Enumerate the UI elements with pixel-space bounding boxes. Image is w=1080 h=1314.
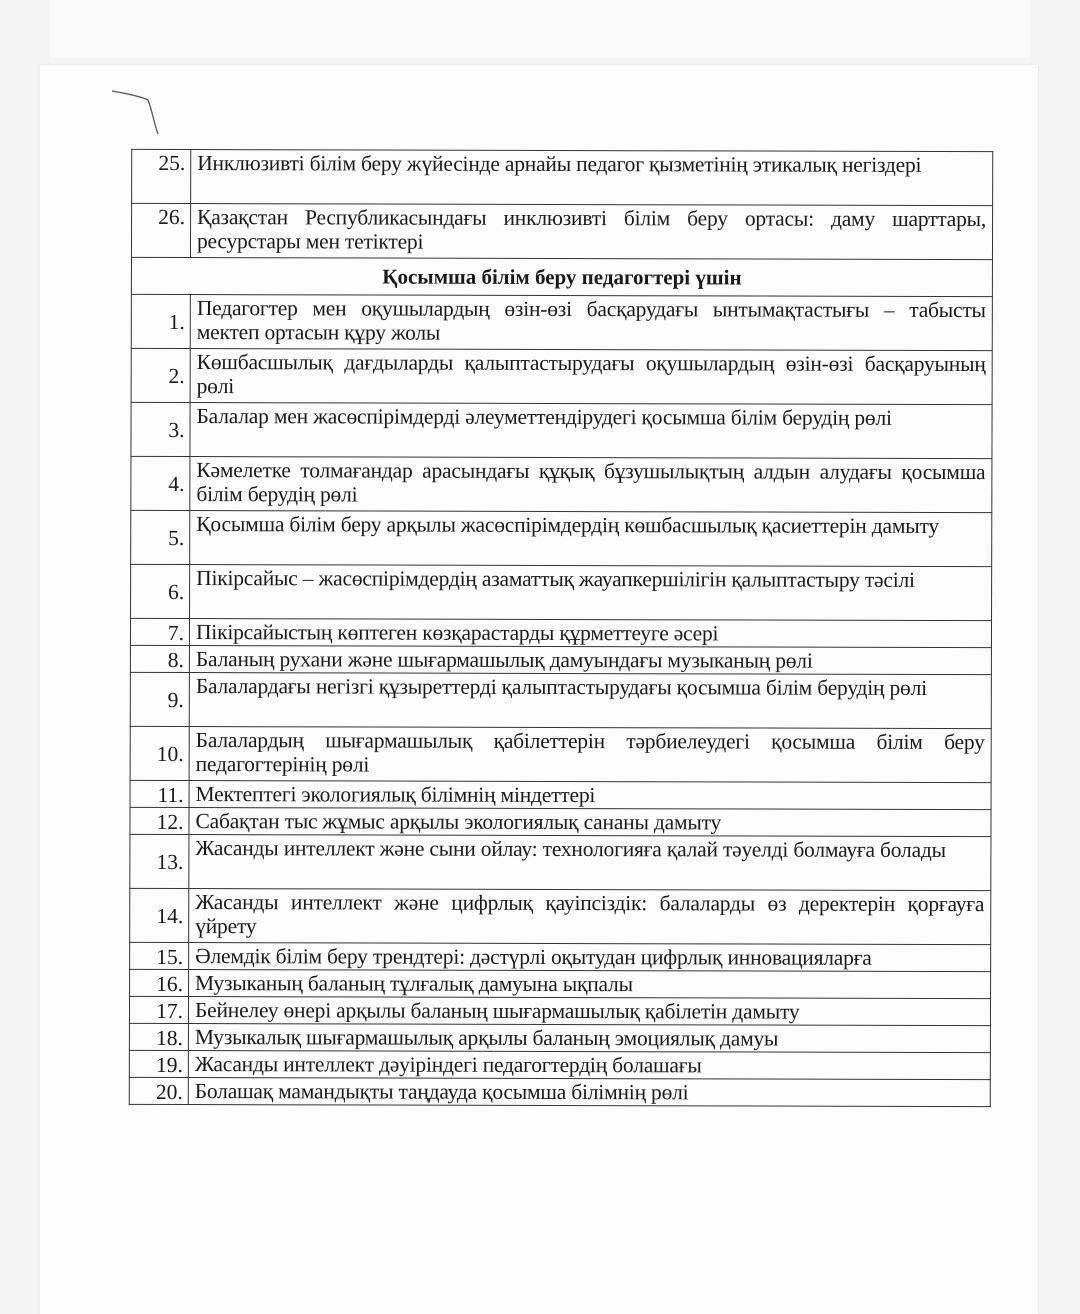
section-title: Қосымша білім беру педагогтері үшін <box>131 257 992 296</box>
table-row <box>130 807 991 836</box>
topic-text: Балалардағы негізгі құзыреттерді қалыптастырудағы қосымша білім берудің рөлі <box>189 673 991 729</box>
topic-text: Жасанды интеллект және сыни ойлау: технологияға қалай тәуелді болмауға болады <box>189 835 991 891</box>
row-number: 3. <box>131 402 190 456</box>
row-number: 6. <box>131 564 190 618</box>
table-row <box>131 203 992 259</box>
topic-text: Музыканың баланың тұлғалық дамуына ықпалы <box>189 970 991 999</box>
table-row <box>130 888 991 944</box>
topic-text: Инклюзивті білім беру жүйесінде арнайы педагог қызметінің этикалық негіздері <box>191 150 993 206</box>
row-number: 4. <box>131 456 190 510</box>
topic-text: Пікірсайыс – жасөспірімдердің азаматтық жауапкершілігін қалыптастыру тәсілі <box>190 565 992 621</box>
table-row <box>130 969 991 998</box>
row-number: 20. <box>129 1077 188 1104</box>
topic-text: Сабақтан тыс жұмыс арқылы экологиялық сананы дамыту <box>189 808 991 837</box>
row-number: 7. <box>130 618 189 645</box>
row-number: 8. <box>130 645 189 672</box>
topic-text: Музыкалық шығармашылық арқылы баланың эмоциялық дамуы <box>188 1024 990 1053</box>
row-number: 13. <box>130 834 189 888</box>
table-row <box>131 510 992 566</box>
topic-text: Бейнелеу өнері арқылы баланың шығармашылық қабілетін дамыту <box>188 997 990 1026</box>
table-row <box>130 726 991 782</box>
topics-table <box>129 149 993 1107</box>
topic-text: Пікірсайыстың көптеген көзқарастарды құрметтеуге әсері <box>189 619 991 648</box>
table-row <box>131 564 992 620</box>
row-number: 25. <box>132 149 191 203</box>
table-row <box>131 456 992 512</box>
table-row <box>130 780 991 809</box>
topic-text: Жасанды интеллект және цифрлық қауіпсіздік: балаларды өз деректерін қорғауға үйрету <box>189 889 991 945</box>
row-number: 16. <box>130 969 189 996</box>
table-row <box>131 348 992 404</box>
table-row <box>132 149 993 205</box>
section-row <box>131 257 992 296</box>
topic-text: Әлемдік білім беру трендтері: дәстүрлі оқытудан цифрлық инновацияларға <box>189 943 991 972</box>
row-number: 10. <box>130 726 189 780</box>
table-row <box>129 996 990 1025</box>
row-number: 9. <box>130 672 189 726</box>
row-number: 5. <box>131 510 190 564</box>
topic-text: Балалардың шығармашылық қабілеттерін тәрбиелеудегі қосымша білім беру педагогтерінің рөлі <box>189 727 991 783</box>
row-number: 15. <box>130 942 189 969</box>
row-number: 19. <box>129 1050 188 1077</box>
topic-text: Қосымша білім беру арқылы жасөспірімдердің көшбасшылық қасиеттерін дамыту <box>190 511 992 567</box>
row-number: 1. <box>131 294 190 348</box>
row-number: 26. <box>131 203 190 257</box>
table-row <box>130 618 991 647</box>
table-row <box>130 942 991 971</box>
topic-text: Жасанды интеллект дәуіріндегі педагогтердің болашағы <box>188 1051 990 1080</box>
row-number: 14. <box>130 888 189 942</box>
topic-text: Кәмелетке толмағандар арасындағы құқық бұзушылықтың алдын алудағы қосымша білім берудің рөлі <box>190 457 992 513</box>
table-row <box>130 672 991 728</box>
table-row <box>130 645 991 674</box>
table-row <box>129 1023 990 1052</box>
previous-page-edge <box>50 0 1030 58</box>
topic-text: Көшбасшылық дағдыларды қалыптастырудағы оқушылардың өзін-өзі басқаруының рөлі <box>190 349 992 405</box>
table-row <box>131 294 992 350</box>
topic-text: Баланың рухани және шығармашылық дамуындағы музыканың рөлі <box>189 646 991 675</box>
table-row <box>129 1050 990 1079</box>
row-number: 18. <box>129 1023 188 1050</box>
pen-mark <box>110 88 160 138</box>
topic-text: Балалар мен жасөспірімдерді әлеуметтендірудегі қосымша білім берудің рөлі <box>190 403 992 459</box>
table-row <box>129 1077 990 1106</box>
row-number: 2. <box>131 348 190 402</box>
table-row <box>131 402 992 458</box>
topic-text: Мектептегі экологиялық білімнің міндеттері <box>189 781 991 810</box>
topic-text: Қазақстан Республикасындағы инклюзивті білім беру ортасы: даму шарттары, ресурстары мен тетіктері <box>190 204 992 260</box>
row-number: 17. <box>129 996 188 1023</box>
row-number: 11. <box>130 780 189 807</box>
row-number: 12. <box>130 807 189 834</box>
topic-text: Педагогтер мен оқушылардың өзін-өзі басқарудағы ынтымақтастығы – табысты мектеп ортасын құру жолы <box>190 295 992 351</box>
table-row <box>130 834 991 890</box>
topic-text: Болашақ мамандықты таңдауда қосымша білімнің рөлі <box>188 1078 990 1107</box>
